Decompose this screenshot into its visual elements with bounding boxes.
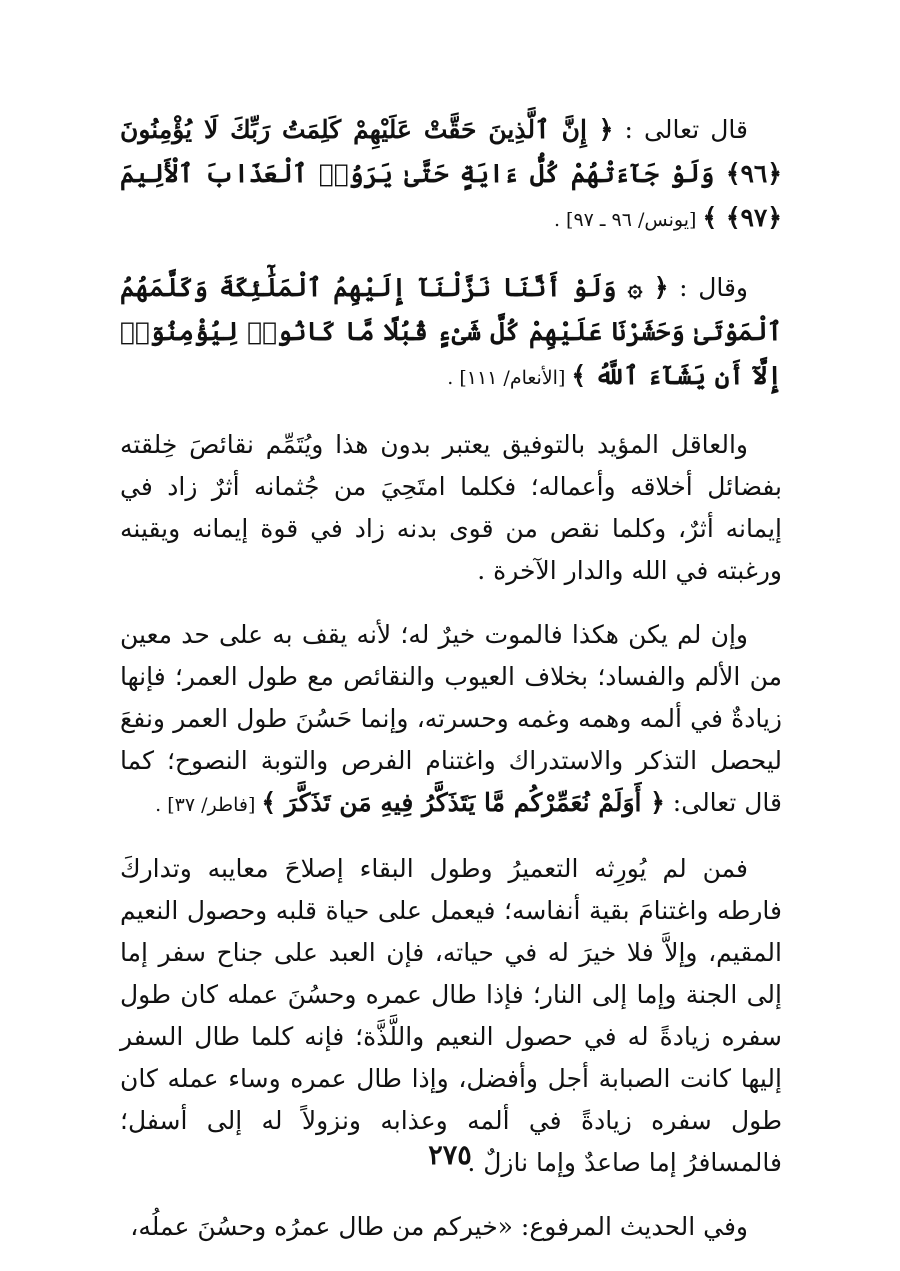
paragraph-fatir (120, 614, 782, 826)
verse-reference: [يونس/ ٩٦ ـ ٩٧] . (553, 209, 703, 231)
verse-reference: [فاطر/ ٣٧] . (155, 794, 262, 816)
paragraph-hadith: وفي الحديث المرفوع: «خيركم من طال عمرُه وحسُنَ عملُه، (130, 1212, 748, 1241)
quran-verse: ﴿ ۞ وَلَوْ أَنَّنَا نَزَّلْنَآ إِلَيْهِمُ ٱلْمَلَٰٓئِكَةَ وَكَلَّمَهُمُ ٱلْمَوْتَىٰ وَحَشَرْنَا عَلَيْهِمْ كُلَّ شَىْءٍ قُبُلًا مَّا كَانُوا۟ لِيُؤْمِنُوٓا۟ إِلَّآ أَن يَشَآءَ ٱللَّهُ ﴾ (120, 273, 782, 390)
intro-text: وقال : (668, 273, 748, 302)
paragraph-text: فمن لم يُورِثه التعميرُ وطول البقاء إصلاحَ معايبه وتداركَ فارطه واغتنامَ بقية أنفاسه؛ فيعمل على حياة قلبه وحصول النعيم المقيم، وإلاَّ فلا خيرَ له في حياته، فإن العبد على جناح سفر إما إلى الجنة وإما إلى النار؛ فإذا طال عمره وحسُنَ عمله كان طول سفره زيادةً له في حصول النعيم واللَّذَّة؛ فإنه كلما طال السفر إليها كانت الصبابة أجل وأفضل، وإذا طال عمره وساء عمله كان طول سفره زيادةً في ألمه وعذابه ونزولاً له إلى أسفل؛ فالمسافرُ إما صاعدٌ وإما نازلٌ . (120, 854, 782, 1177)
paragraph-verse-yunus (120, 108, 782, 242)
page-number: ٢٧٥ (428, 1140, 472, 1171)
page-body (120, 108, 782, 1270)
quran-verse: ﴿ أَوَلَمْ نُعَمِّرْكُم مَّا يَتَذَكَّرُ فِيهِ مَن تَذَكَّرَ ﴾ (261, 788, 665, 817)
verse-reference: [الأنعام/ ١١١] . (447, 367, 572, 389)
quran-verse: ﴿ إِنَّ ٱلَّذِينَ حَقَّتْ عَلَيْهِمْ كَلِمَتُ رَبِّكَ لَا يُؤْمِنُونَ ﴿٩٦﴾ وَلَوْ جَآءَتْهُمْ كُلُّ ءَايَةٍ حَتَّىٰ يَرَوُا۟ ٱلْعَذَابَ ٱلْأَلِيمَ ﴿٩٧﴾ ﴾ (120, 115, 782, 232)
paragraph-verse-anam (120, 266, 782, 400)
paragraph-text: والعاقل المؤيد بالتوفيق يعتبر بدون هذا ويُتَمِّم نقائصَ خِلقته بفضائل أخلاقه وأعماله؛ فكلما امتَحِيَ من جُثمانه أثرٌ زاد في إيمانه أثرٌ، وكلما نقص من قوى بدنه زاد في قوة إيمانه ويقينه ورغبته في الله والدار الآخرة . (120, 430, 782, 585)
intro-text: قال تعالى : (613, 115, 748, 144)
body-text: وإن لم يكن هكذا فالموت خيرٌ له؛ لأنه يقف به على حد معين من الألم والفساد؛ بخلاف العيوب والنقائص مع طول العمر؛ فإنها زيادةٌ في ألمه وهمه وغمه وحسرته، وإنما حَسُنَ طول العمر ونفعَ ليحصل التذكر والاستدراك واغتنام الفرص والتوبة النصوح؛ كما قال تعالى: (120, 620, 782, 817)
